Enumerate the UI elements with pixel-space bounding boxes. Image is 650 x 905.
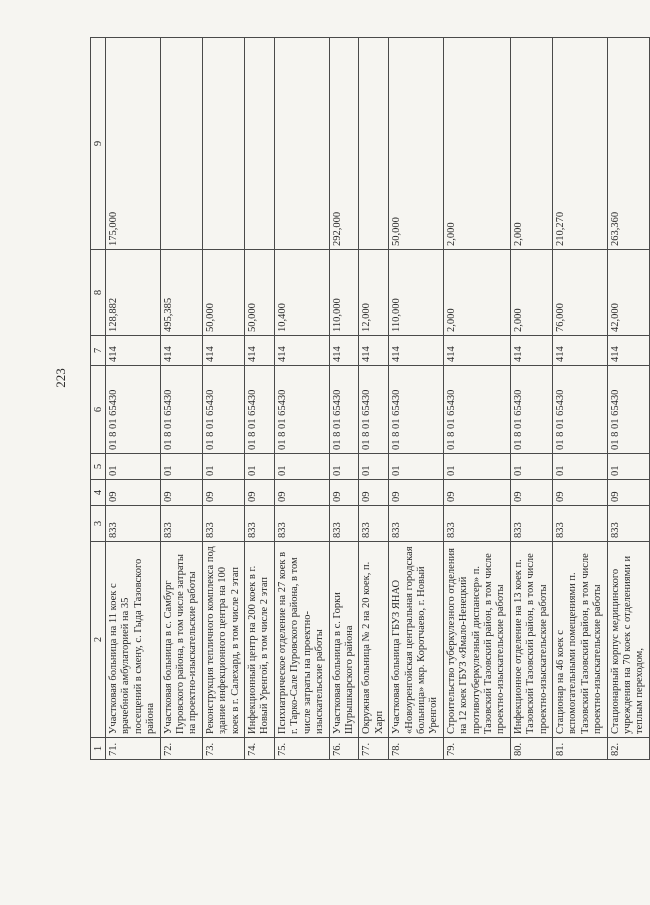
table-cell-c1: 72. <box>160 738 202 760</box>
table-cell-c5: 01 <box>553 454 608 480</box>
table-cell-c9 <box>359 38 389 250</box>
table-cell-c8: 2,000 <box>510 250 552 336</box>
column-header-8: 8 <box>91 250 106 336</box>
table-cell-c3: 833 <box>607 506 649 542</box>
table-cell-c1: 82. <box>607 738 649 760</box>
table-cell-c9: 292,000 <box>329 38 359 250</box>
table-row <box>245 38 275 760</box>
table-row <box>106 38 161 760</box>
table-row <box>329 38 359 760</box>
table-cell-c9: 2,000 <box>443 38 510 250</box>
table-cell-c3: 833 <box>443 506 510 542</box>
column-header-9: 9 <box>91 38 106 250</box>
table-cell-c1: 71. <box>106 738 161 760</box>
table-cell-c5: 01 <box>329 454 359 480</box>
table-cell-c9 <box>245 38 275 250</box>
table-cell-c3: 833 <box>553 506 608 542</box>
table-cell-c2: Строительство туберкулезного отделения на 12 коек ГБУЗ «Ямало-Ненецкий противотуберкулезный диспансер» п. Тазовский Тазовский район, в том числе проектно-изыскательские работы <box>443 542 510 738</box>
table-cell-c4: 09 <box>202 480 244 506</box>
table-cell-c8: 76,000 <box>553 250 608 336</box>
table-cell-c8: 10,400 <box>274 250 329 336</box>
table-row <box>553 38 608 760</box>
table-cell-c4: 09 <box>160 480 202 506</box>
table-cell-c1: 77. <box>359 738 389 760</box>
column-header-5: 5 <box>91 454 106 480</box>
table-cell-c3: 833 <box>106 506 161 542</box>
table-row <box>274 38 329 760</box>
table-cell-c3: 833 <box>389 506 444 542</box>
table-cell-c7: 414 <box>510 336 552 366</box>
table-cell-c6: 01 8 01 65430 <box>607 366 649 454</box>
table-cell-c3: 833 <box>202 506 244 542</box>
rotated-table-container <box>90 38 646 760</box>
table-cell-c3: 833 <box>359 506 389 542</box>
table-cell-c7: 414 <box>245 336 275 366</box>
table-header-row <box>91 38 106 760</box>
table-cell-c2: Психиатрическое отделение на 27 коек в г. Тарко-Сале Пуровского района, в том числе затраты на проектно-изыскательские работы <box>274 542 329 738</box>
table-cell-c6: 01 8 01 65430 <box>160 366 202 454</box>
table-cell-c6: 01 8 01 65430 <box>202 366 244 454</box>
table-cell-c2: Окружная больница № 2 на 20 коек, п. Харп <box>359 542 389 738</box>
table-cell-c5: 01 <box>389 454 444 480</box>
table-cell-c7: 414 <box>160 336 202 366</box>
table-cell-c1: 75. <box>274 738 329 760</box>
table-cell-c5: 01 <box>106 454 161 480</box>
table-cell-c6: 01 8 01 65430 <box>359 366 389 454</box>
table-cell-c4: 09 <box>245 480 275 506</box>
table-cell-c7: 414 <box>607 336 649 366</box>
table-cell-c8: 2,000 <box>443 250 510 336</box>
table-cell-c6: 01 8 01 65430 <box>106 366 161 454</box>
table-cell-c9 <box>160 38 202 250</box>
table-cell-c2: Стационарный корпус медицинского учреждения на 70 коек с отделениями и теплым переходом, <box>607 542 649 738</box>
table-cell-c9: 2,000 <box>510 38 552 250</box>
table-cell-c4: 09 <box>329 480 359 506</box>
table-row <box>443 38 510 760</box>
table-cell-c1: 74. <box>245 738 275 760</box>
column-header-4: 4 <box>91 480 106 506</box>
table-cell-c3: 833 <box>329 506 359 542</box>
column-header-6: 6 <box>91 366 106 454</box>
table-row <box>202 38 244 760</box>
table-cell-c1: 76. <box>329 738 359 760</box>
table-cell-c5: 01 <box>443 454 510 480</box>
table-cell-c7: 414 <box>553 336 608 366</box>
page-number: 223 <box>53 368 68 388</box>
table-cell-c8: 50,000 <box>202 250 244 336</box>
table-cell-c6: 01 8 01 65430 <box>553 366 608 454</box>
table-body <box>106 38 650 760</box>
table-cell-c1: 81. <box>553 738 608 760</box>
table-cell-c7: 414 <box>389 336 444 366</box>
table-cell-c7: 414 <box>274 336 329 366</box>
budget-table <box>90 37 650 760</box>
table-cell-c4: 09 <box>359 480 389 506</box>
table-cell-c6: 01 8 01 65430 <box>245 366 275 454</box>
table-cell-c3: 833 <box>274 506 329 542</box>
table-cell-c5: 01 <box>245 454 275 480</box>
table-cell-c5: 01 <box>274 454 329 480</box>
table-cell-c4: 09 <box>553 480 608 506</box>
table-cell-c1: 73. <box>202 738 244 760</box>
table-cell-c6: 01 8 01 65430 <box>510 366 552 454</box>
table-cell-c8: 110,000 <box>329 250 359 336</box>
table-cell-c5: 01 <box>160 454 202 480</box>
table-row <box>607 38 649 760</box>
table-cell-c2: Участковая больница ГБУЗ ЯНАО «Новоуренгойская центральная городская больница» мкр. Коротчаево, г. Новый Уренгой <box>389 542 444 738</box>
table-cell-c2: Реконструкция тепличного комплекса под здание инфекционного центра на 100 коек в г. Салехард, в том числе 2 этап <box>202 542 244 738</box>
table-cell-c3: 833 <box>160 506 202 542</box>
table-cell-c2: Инфекционное отделение на 13 коек п. Тазовский Тазовский район, в том числе проектно-изыскательские работы <box>510 542 552 738</box>
table-cell-c9: 263,360 <box>607 38 649 250</box>
table-cell-c4: 09 <box>389 480 444 506</box>
table-cell-c2: Инфекционный центр на 200 коек в г. Новый Уренгой, в том числе 2 этап <box>245 542 275 738</box>
table-cell-c4: 09 <box>106 480 161 506</box>
table-cell-c8: 12,000 <box>359 250 389 336</box>
table-cell-c7: 414 <box>359 336 389 366</box>
table-cell-c9: 50,000 <box>389 38 444 250</box>
table-cell-c2: Участковая больница в с. Самбург Пуровского района, в том числе затраты на проектно-изыскательские работы <box>160 542 202 738</box>
table-cell-c6: 01 8 01 65430 <box>443 366 510 454</box>
table-cell-c5: 01 <box>359 454 389 480</box>
table-cell-c3: 833 <box>245 506 275 542</box>
table-cell-c8: 495,385 <box>160 250 202 336</box>
table-cell-c9 <box>274 38 329 250</box>
table-cell-c8: 42,000 <box>607 250 649 336</box>
table-cell-c3: 833 <box>510 506 552 542</box>
table-cell-c4: 09 <box>607 480 649 506</box>
table-cell-c6: 01 8 01 65430 <box>329 366 359 454</box>
table-cell-c7: 414 <box>202 336 244 366</box>
table-cell-c4: 09 <box>510 480 552 506</box>
table-cell-c9: 210,270 <box>553 38 608 250</box>
table-cell-c6: 01 8 01 65430 <box>274 366 329 454</box>
table-cell-c1: 80. <box>510 738 552 760</box>
table-cell-c5: 01 <box>510 454 552 480</box>
table-cell-c5: 01 <box>607 454 649 480</box>
table-row <box>160 38 202 760</box>
table-cell-c8: 128,882 <box>106 250 161 336</box>
table-cell-c9 <box>202 38 244 250</box>
table-cell-c7: 414 <box>443 336 510 366</box>
table-cell-c2: Стационар на 46 коек с вспомогательными помещениями п. Тазовский Тазовский район, в том числе проектно-изыскательские работы <box>553 542 608 738</box>
table-cell-c7: 414 <box>106 336 161 366</box>
table-row <box>359 38 389 760</box>
table-row <box>510 38 552 760</box>
table-cell-c1: 79. <box>443 738 510 760</box>
table-cell-c5: 01 <box>202 454 244 480</box>
column-header-3: 3 <box>91 506 106 542</box>
table-cell-c2: Участковая больница в с. Горки Шурышкарского района <box>329 542 359 738</box>
table-cell-c7: 414 <box>329 336 359 366</box>
table-row <box>389 38 444 760</box>
table-cell-c8: 110,000 <box>389 250 444 336</box>
table-cell-c4: 09 <box>274 480 329 506</box>
column-header-2: 2 <box>91 542 106 738</box>
column-header-7: 7 <box>91 336 106 366</box>
table-cell-c8: 50,000 <box>245 250 275 336</box>
table-cell-c6: 01 8 01 65430 <box>389 366 444 454</box>
table-cell-c4: 09 <box>443 480 510 506</box>
column-header-1: 1 <box>91 738 106 760</box>
table-cell-c9: 175,000 <box>106 38 161 250</box>
table-cell-c1: 78. <box>389 738 444 760</box>
table-cell-c2: Участковая больница на 11 коек с врачебной амбулаторией на 35 посещений в смену, с. Гыда Тазовского района <box>106 542 161 738</box>
